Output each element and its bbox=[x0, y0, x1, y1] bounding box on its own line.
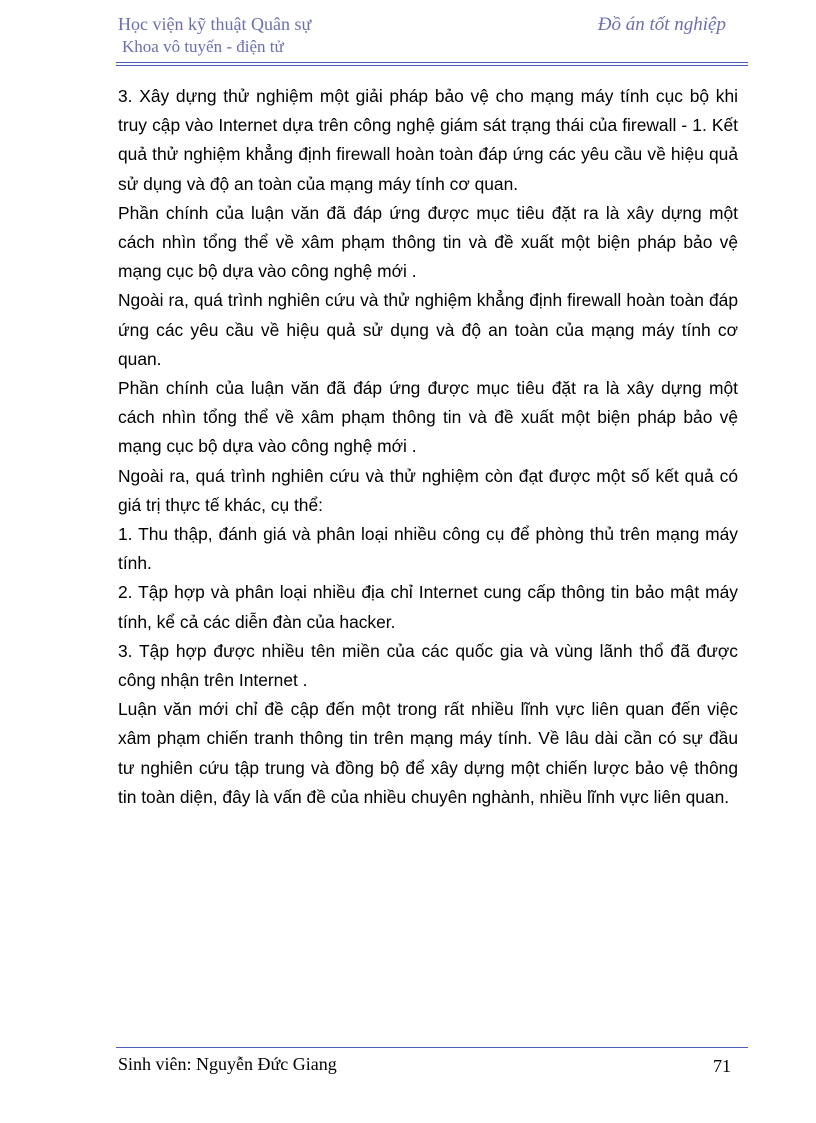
paragraph-4: Phần chính của luận văn đã đáp ứng được mục tiêu đặt ra là xây dựng một cách nhìn tổng thể về xâm phạm thông tin và đề xuất một biện pháp bảo vệ mạng cục bộ dựa vào công nghệ mới . bbox=[118, 378, 738, 457]
header-faculty: Khoa vô tuyến - điện tử bbox=[122, 37, 284, 56]
paragraph-3: Ngoài ra, quá trình nghiên cứu và thử nghiệm khẳng định firewall hoàn toàn đáp ứng các yêu cầu về hiệu quả sử dụng và độ an toàn của mạng máy tính cơ quan. bbox=[118, 290, 738, 369]
page-number: 71 bbox=[713, 1056, 731, 1076]
body-text bbox=[118, 82, 738, 812]
footer-divider bbox=[116, 1047, 748, 1048]
header-divider bbox=[116, 62, 748, 66]
list-item-2: 2. Tập hợp và phân loại nhiều địa chỉ Internet cung cấp thông tin bảo mật máy tính, kể cả các diễn đàn của hacker. bbox=[118, 582, 738, 632]
paragraph-1: 3. Xây dựng thử nghiệm một giải pháp bảo vệ cho mạng máy tính cục bộ khi truy cập vào Internet dựa trên công nghệ giám sát trạng thái của firewall - 1. Kết quả thử nghiệm khẳng định firewall hoàn toàn đáp ứng các yêu cầu về hiệu quả sử dụng và độ an toàn của mạng máy tính cơ quan. bbox=[118, 86, 738, 194]
list-item-3: 3. Tập hợp được nhiều tên miền của các quốc gia và vùng lãnh thổ đã được công nhận trên Internet . bbox=[118, 640, 738, 691]
footer-author: Sinh viên: Nguyễn Đức Giang bbox=[118, 1054, 337, 1074]
page-header bbox=[118, 12, 750, 64]
paragraph-5: Ngoài ra, quá trình nghiên cứu và thử nghiệm còn đạt được một số kết quả có giá trị thực tế khác, cụ thể: bbox=[118, 465, 738, 515]
header-document-type: Đồ án tốt nghiệp bbox=[597, 14, 726, 35]
paragraph-conclusion: Luận văn mới chỉ đề cập đến một trong rất nhiều lĩnh vực liên quan đến việc xâm phạm chiến tranh thông tin trên mạng máy tính. Về lâu dài cần có sự đầu tư nghiên cứu tập trung và đồng bộ để xây dựng một chiến lược bảo vệ thông tin toàn diện, đây là vấn đề của nhiều chuyên nghành, nhiều lĩnh vực liên quan. bbox=[118, 699, 738, 807]
paragraph-2: Phần chính của luận văn đã đáp ứng được mục tiêu đặt ra là xây dựng một cách nhìn tổng thể về xâm phạm thông tin và đề xuất một biện pháp bảo vệ mạng cục bộ dựa vào công nghệ mới . bbox=[118, 202, 738, 282]
header-institution: Học viện kỹ thuật Quân sự bbox=[118, 14, 312, 34]
list-item-1: 1. Thu thập, đánh giá và phân loại nhiều công cụ để phòng thủ trên mạng máy tính. bbox=[118, 524, 738, 574]
